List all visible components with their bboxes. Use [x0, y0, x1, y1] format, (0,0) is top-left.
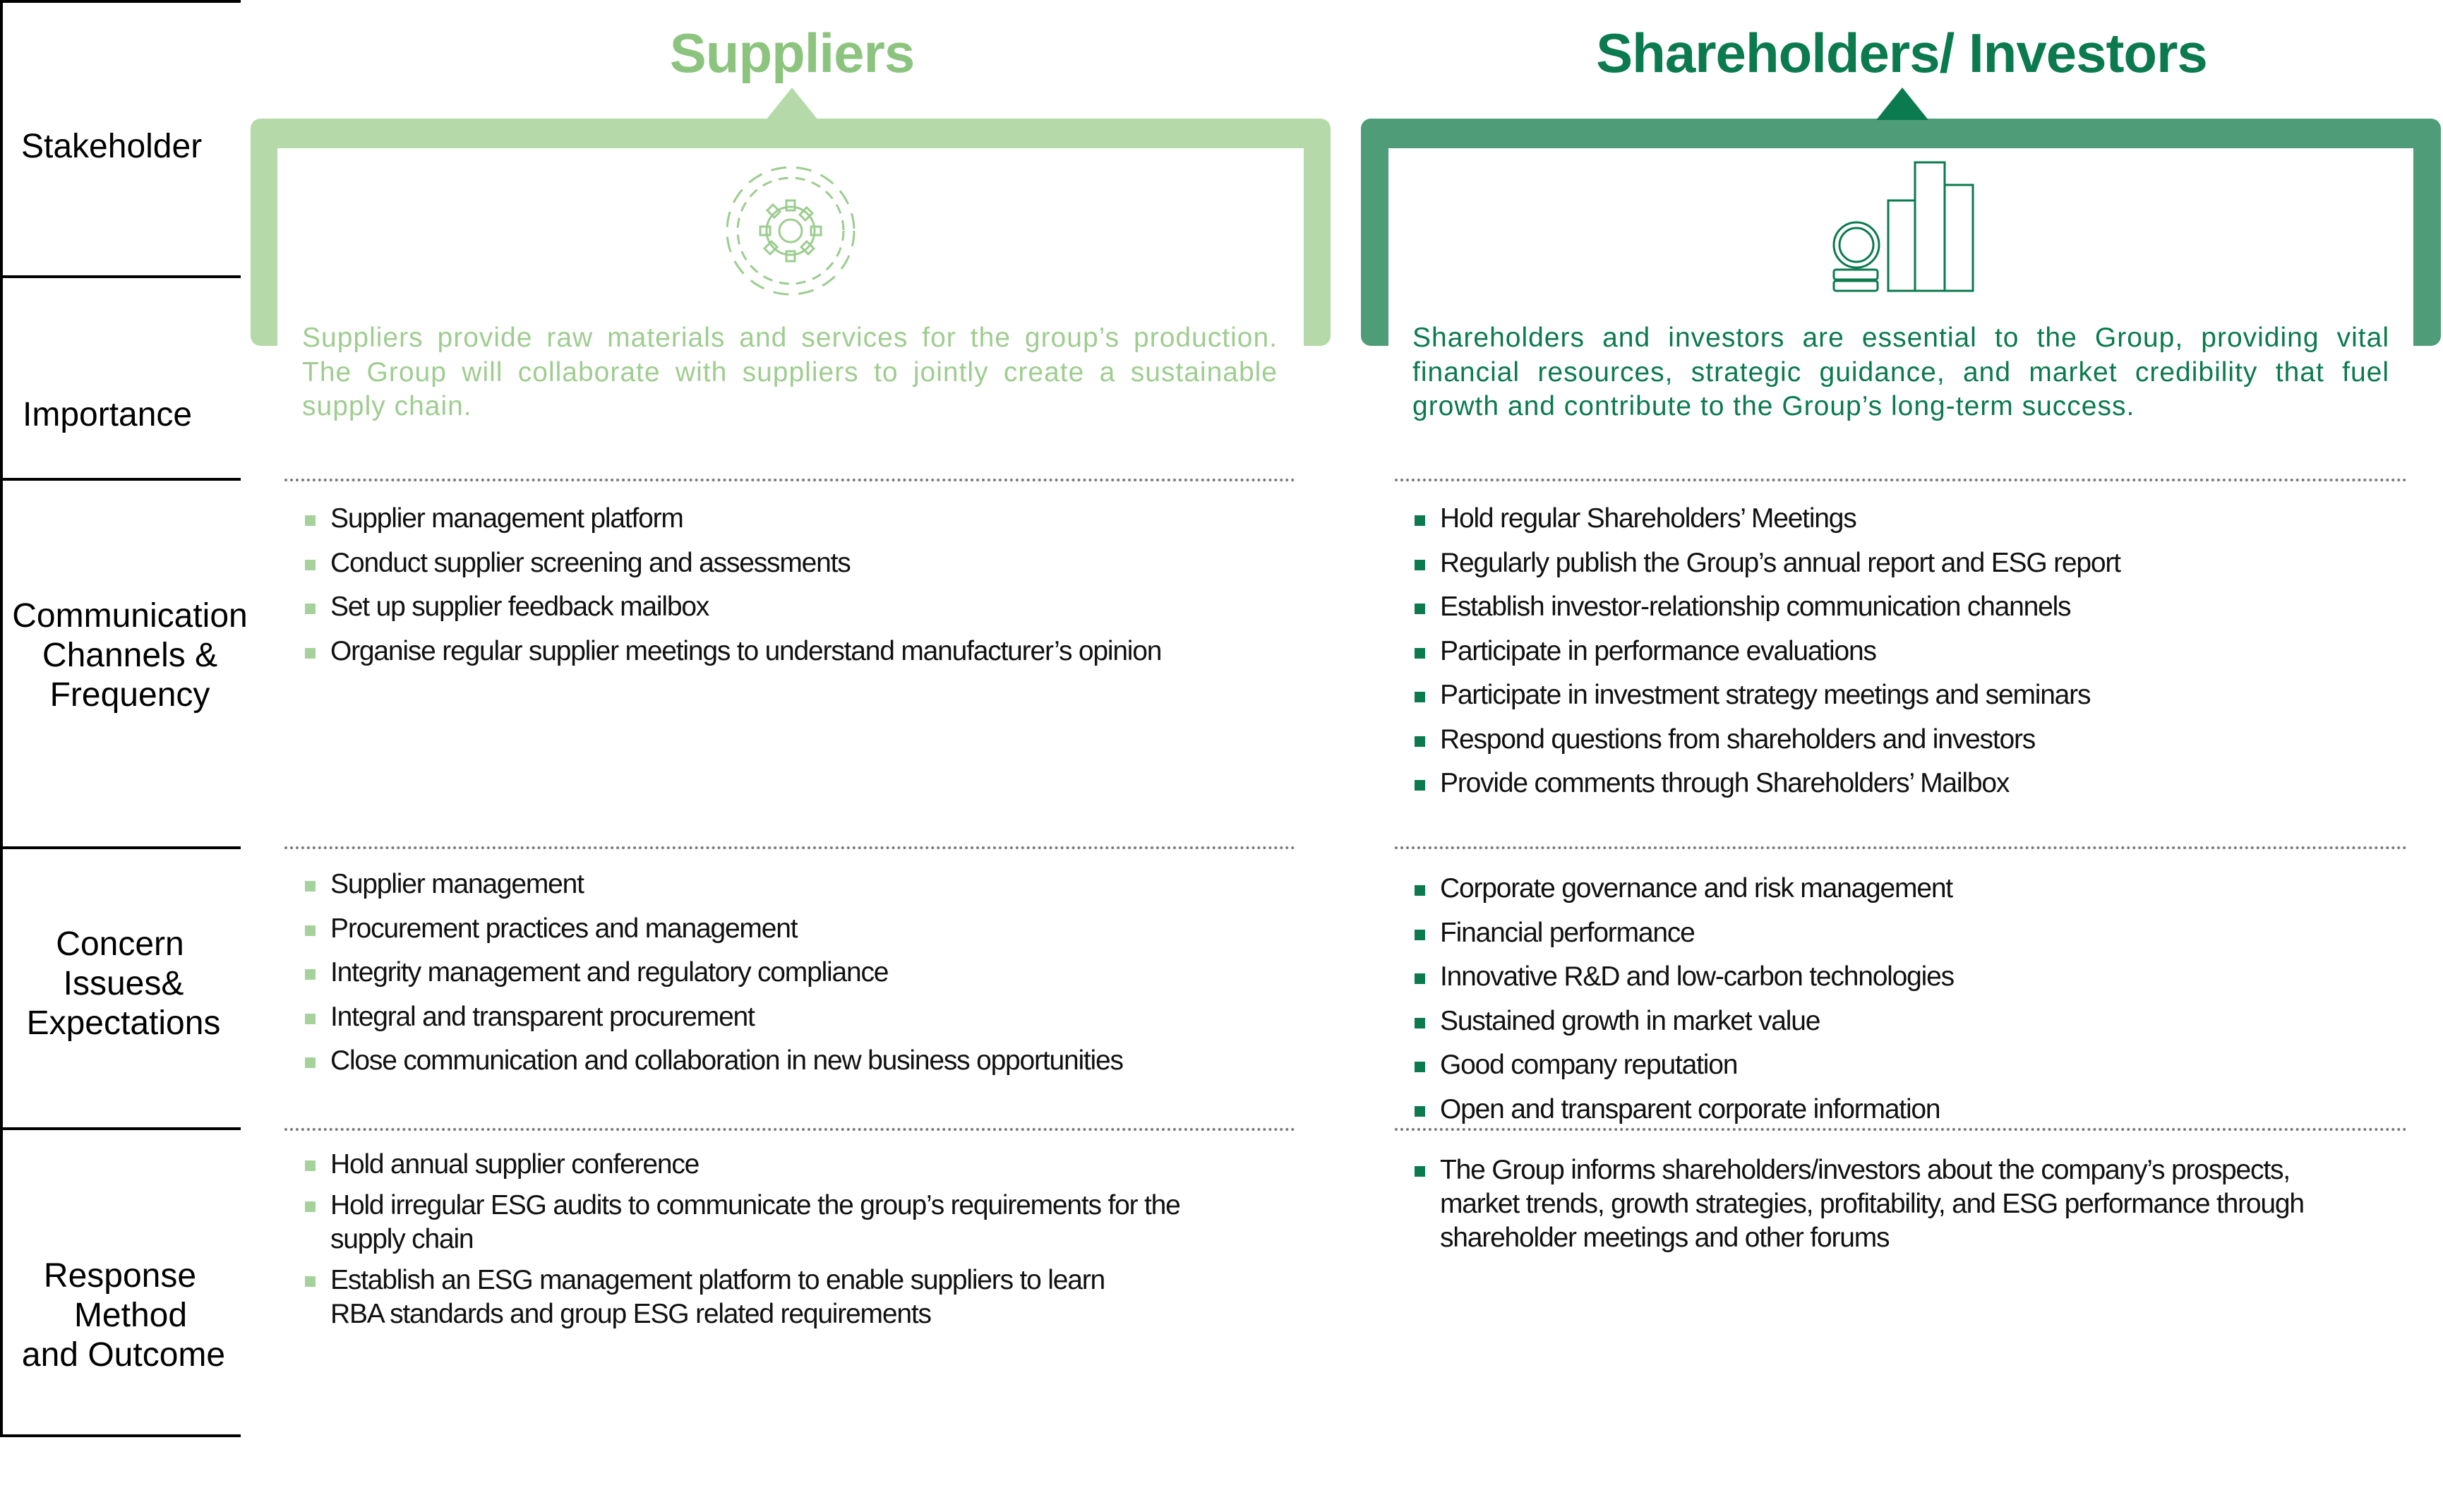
- bullet-icon: [305, 1014, 316, 1024]
- list-item: [1415, 718, 2417, 762]
- bullet-icon: [1415, 780, 1425, 791]
- list-item: [1415, 1000, 2417, 1044]
- dotted-divider: [284, 479, 1295, 481]
- list-item-text: Organise regular supplier meetings to understand manufacturer’s opinion: [330, 635, 1162, 666]
- bullet-icon: [305, 648, 316, 659]
- list-item-text: Integral and transparent procurement: [330, 1001, 755, 1032]
- row-label-stakeholder: Stakeholder: [21, 128, 203, 165]
- investors-title: Shareholders/ Investors: [1596, 22, 2207, 84]
- list-item: [1415, 1043, 2417, 1088]
- bullet-icon: [1415, 1166, 1425, 1177]
- bullet-icon: [1415, 973, 1425, 984]
- bullet-icon: [1415, 515, 1425, 526]
- list-item-text: Financial performance: [1440, 917, 1695, 948]
- bullet-icon: [1415, 930, 1425, 940]
- row-label-channels: [10, 596, 250, 715]
- row-label-line: and Outcome: [21, 1336, 226, 1374]
- dotted-divider: [1395, 479, 2407, 481]
- bullet-icon: [1415, 885, 1425, 896]
- row-label-line: Concern: [56, 925, 184, 963]
- row-divider: [0, 275, 241, 278]
- list-item: [1415, 630, 2417, 674]
- bullet-icon: [305, 515, 316, 526]
- investors-response-list: [1415, 1153, 2304, 1255]
- bullet-icon: [305, 604, 316, 614]
- list-item: [1415, 673, 2417, 718]
- list-item: [1415, 1153, 2304, 1255]
- list-item-text: Sustained growth in market value: [1440, 1005, 1820, 1036]
- list-item: [305, 951, 1307, 995]
- list-item: [305, 1148, 1223, 1182]
- list-item: [305, 541, 1307, 586]
- bullet-icon: [1415, 560, 1425, 570]
- row-label-line: Expectations: [26, 1004, 221, 1042]
- list-item: [1415, 497, 2417, 541]
- list-item-text: Conduct supplier screening and assessments: [330, 547, 851, 578]
- list-item: [305, 995, 1307, 1040]
- suppliers-title: Suppliers: [669, 22, 915, 84]
- row-divider: [0, 1127, 241, 1130]
- bullet-icon: [305, 1160, 316, 1171]
- suppliers-channels-list: [305, 497, 1307, 673]
- list-item: [1415, 867, 2417, 911]
- list-item: [1415, 955, 2417, 1000]
- gear-cycle-icon: [716, 157, 865, 305]
- label-column-border: [0, 0, 3, 1437]
- bullet-icon: [305, 1201, 316, 1212]
- row-label-line: Frequency: [49, 676, 210, 714]
- row-label-line: Communication: [12, 597, 248, 635]
- list-item: [1415, 541, 2417, 586]
- list-item-text: Hold regular Shareholders’ Meetings: [1440, 503, 1856, 534]
- bullet-icon: [305, 1057, 316, 1068]
- list-item-text: Set up supplier feedback mailbox: [330, 592, 709, 622]
- coins-bar-chart-icon: [1821, 157, 1976, 305]
- investors-importance: Shareholders and investors are essential to the Group, providing vital financial resources, strategic guidance, and market credibility that fuel growth and contribute to the Group’s long-term success.: [1412, 323, 2389, 421]
- row-divider: [0, 0, 241, 3]
- row-divider: [0, 478, 241, 481]
- bullet-icon: [1415, 1106, 1425, 1117]
- list-item-text: Integrity management and regulatory compliance: [330, 957, 889, 988]
- row-divider: [0, 846, 241, 849]
- list-item: [1415, 911, 2417, 956]
- list-item: [305, 1039, 1307, 1084]
- list-item: [305, 497, 1307, 541]
- list-item-text: Respond questions from shareholders and investors: [1440, 724, 2036, 755]
- dotted-divider: [1395, 846, 2407, 849]
- list-item-text: Supplier management: [330, 869, 584, 899]
- list-item: [305, 630, 1307, 674]
- list-item-text: Establish investor-relationship communication channels: [1440, 592, 2071, 622]
- list-item-text: Participate in performance evaluations: [1440, 635, 1876, 666]
- suppliers-concerns-list: [305, 863, 1307, 1084]
- bullet-icon: [305, 881, 316, 892]
- bullet-icon: [1415, 1062, 1425, 1072]
- suppliers-pointer: [766, 88, 818, 120]
- list-item-text: Open and transparent corporate information: [1440, 1093, 1940, 1124]
- list-item-text: Hold irregular ESG audits to communicate the group’s requirements for the supply chain: [330, 1190, 1180, 1254]
- row-label-concerns: [14, 925, 254, 1043]
- dotted-divider: [284, 846, 1295, 849]
- suppliers-importance: Suppliers provide raw materials and services for the group’s production. The Group will collaborate with suppliers to jointly create a sustainable supply chain.: [302, 323, 1278, 421]
- list-item-text: Good company reputation: [1440, 1050, 1738, 1080]
- list-item: [305, 585, 1307, 630]
- bullet-icon: [1415, 604, 1425, 614]
- bullet-icon: [305, 560, 316, 570]
- list-item: [305, 907, 1307, 952]
- list-item: [305, 1264, 1163, 1331]
- row-label-line: Issues&: [63, 965, 184, 1002]
- list-item-text: Regularly publish the Group’s annual report and ESG report: [1440, 547, 2120, 578]
- bullet-icon: [1415, 692, 1425, 702]
- row-divider: [0, 1434, 241, 1437]
- dotted-divider: [284, 1128, 1295, 1131]
- row-label-response: [0, 1256, 254, 1375]
- list-item: [305, 863, 1307, 907]
- list-item: [1415, 1088, 2417, 1132]
- list-item-text: Close communication and collaboration in new business opportunities: [330, 1045, 1123, 1076]
- list-item: [1415, 585, 2417, 630]
- list-item-text: Supplier management platform: [330, 503, 683, 534]
- list-item-text: Hold annual supplier conference: [330, 1149, 700, 1180]
- list-item-text: Provide comments through Shareholders’ Mailbox: [1440, 768, 2010, 798]
- row-label-line: Response: [43, 1257, 197, 1295]
- bullet-icon: [305, 969, 316, 980]
- list-item-text: Innovative R&D and low-carbon technologies: [1440, 961, 1954, 992]
- bullet-icon: [1415, 648, 1425, 659]
- list-item-text: Participate in investment strategy meetings and seminars: [1440, 680, 2091, 710]
- list-item: [305, 1189, 1206, 1256]
- suppliers-response-list: [305, 1148, 1223, 1331]
- investors-concerns-list: [1415, 867, 2417, 1132]
- list-item-text: The Group informs shareholders/investors about the company’s prospects, market trends, growth strategies, profitability, and ESG performance through shareholder meetings and other forums: [1440, 1155, 2304, 1253]
- bullet-icon: [305, 1276, 316, 1287]
- investors-channels-list: [1415, 497, 2417, 806]
- bullet-icon: [1415, 1018, 1425, 1028]
- list-item: [1415, 762, 2417, 806]
- list-item-text: Corporate governance and risk management: [1440, 873, 1952, 904]
- row-label-line: Channels &: [42, 637, 218, 674]
- list-item-text: Establish an ESG management platform to enable suppliers to learn RBA standards and group ESG related requirements: [330, 1265, 1105, 1329]
- bullet-icon: [305, 925, 316, 936]
- bullet-icon: [1415, 736, 1425, 747]
- investors-pointer: [1876, 88, 1928, 120]
- row-label-line: Method: [73, 1297, 188, 1334]
- list-item-text: Procurement practices and management: [330, 913, 798, 944]
- row-label-importance: Importance: [23, 396, 193, 433]
